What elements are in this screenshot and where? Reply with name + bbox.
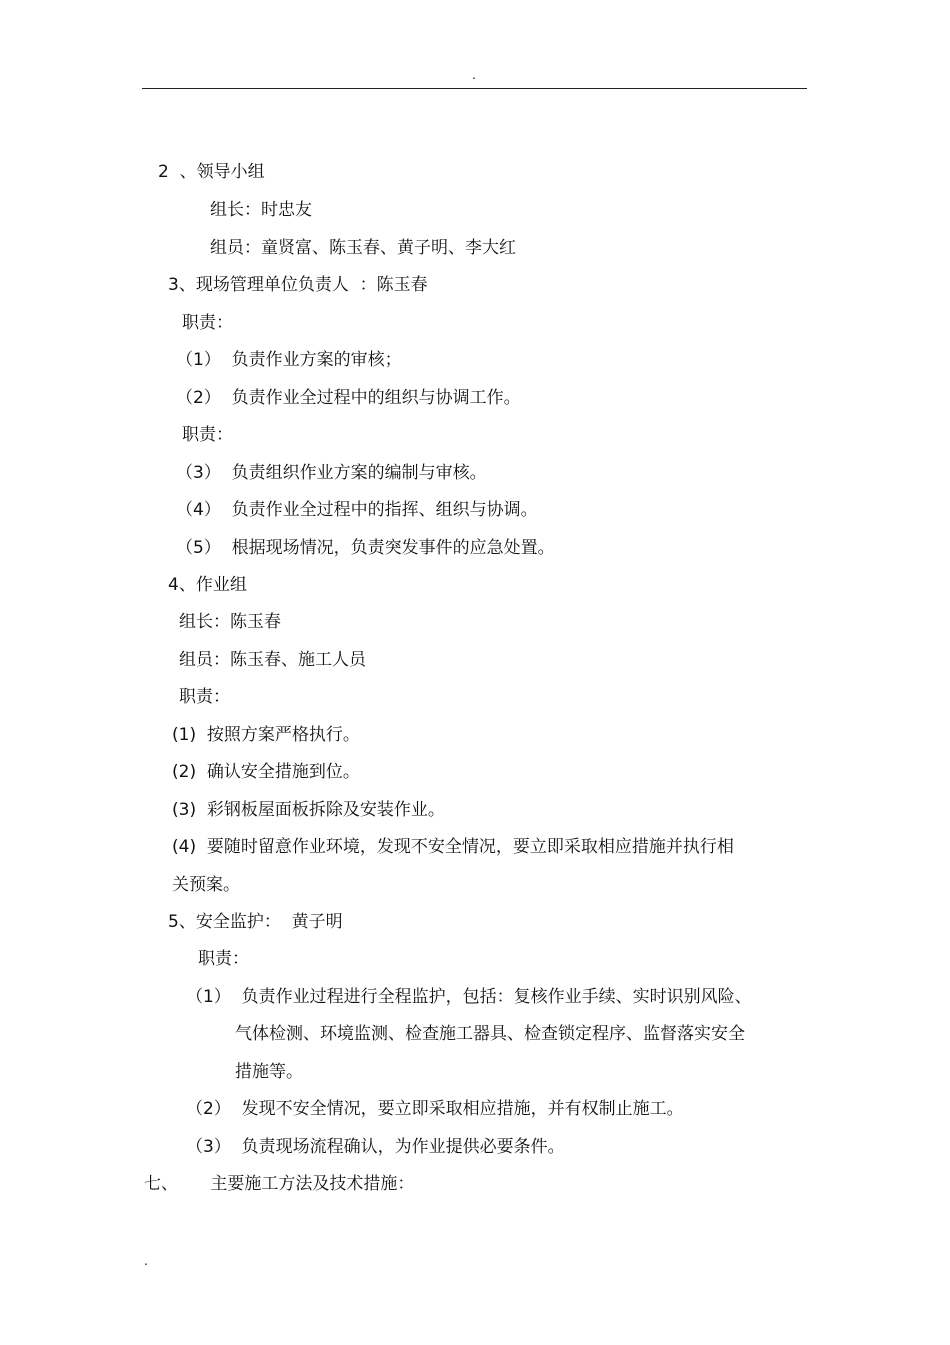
list-item-continuation: 措施等。 (235, 1062, 303, 1082)
list-item: （1） 负责作业过程进行全程监护，包括：复核作业手续、实时识别风险、 (186, 987, 752, 1007)
duty-label: 职责： (182, 313, 233, 333)
list-item: （1） 负责作业方案的审核； (176, 350, 402, 370)
list-item: （5） 根据现场情况，负责突发事件的应急处置。 (176, 538, 555, 558)
list-item-continuation: 气体检测、环境监测、检查施工器具、检查锁定程序、监督落实安全 (235, 1024, 745, 1044)
section-5-heading: 5、安全监护： 黄子明 (168, 912, 343, 932)
leader-line: 组长：时忠友 (210, 200, 312, 220)
header-dot: . (472, 68, 476, 82)
header-rule (142, 88, 807, 89)
list-item: （2） 负责作业全过程中的组织与协调工作。 (176, 388, 521, 408)
section-7-heading: 七、 主要施工方法及技术措施： (144, 1174, 415, 1194)
list-item: （2） 发现不安全情况，要立即采取相应措施，并有权制止施工。 (186, 1099, 684, 1119)
section-4-heading: 4、作业组 (168, 575, 247, 595)
members-line: 组员：童贤富、陈玉春、黄子明、李大红 (210, 238, 516, 258)
section-2-heading: 2 、领导小组 (158, 162, 265, 182)
list-item: (1) 按照方案严格执行。 (172, 725, 360, 745)
members-line: 组员：陈玉春、施工人员 (179, 650, 366, 670)
footer-dot: . (144, 1254, 148, 1268)
list-item: (3) 彩钢板屋面板拆除及安装作业。 (172, 800, 445, 820)
list-item: （3） 负责现场流程确认，为作业提供必要条件。 (186, 1137, 565, 1157)
duty-label: 职责： (182, 425, 233, 445)
list-item-continuation: 关预案。 (172, 875, 240, 895)
duty-label: 职责： (179, 687, 230, 707)
list-item: （3） 负责组织作业方案的编制与审核。 (176, 463, 487, 483)
list-item: (2) 确认安全措施到位。 (172, 762, 360, 782)
list-item: （4） 负责作业全过程中的指挥、组织与协调。 (176, 500, 538, 520)
duty-label: 职责： (198, 949, 249, 969)
section-3-heading: 3、现场管理单位负责人 ：陈玉春 (168, 275, 428, 295)
leader-line: 组长：陈玉春 (179, 612, 281, 632)
list-item: (4) 要随时留意作业环境，发现不安全情况，要立即采取相应措施并执行相 (172, 837, 734, 857)
